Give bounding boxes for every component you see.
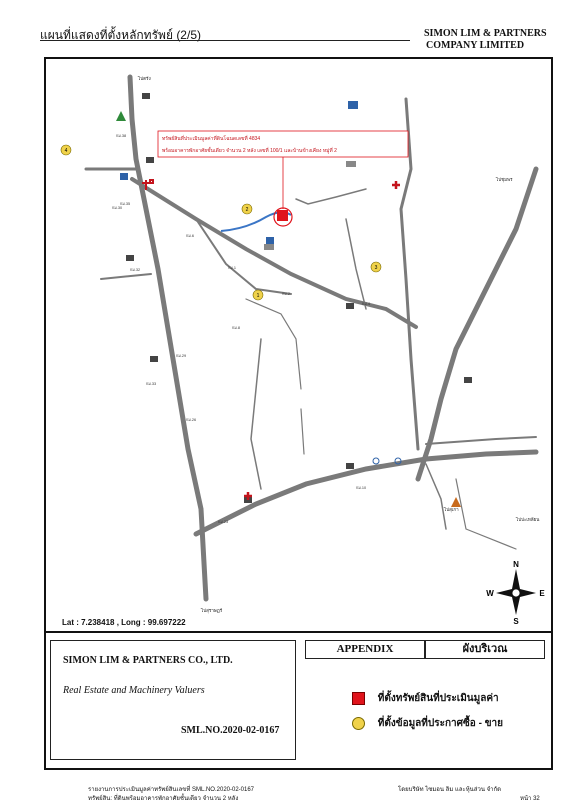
compass-rose bbox=[486, 560, 545, 624]
road-local-3 bbox=[346, 219, 366, 309]
km-label: กม.23 bbox=[218, 520, 229, 524]
gas-station-icon bbox=[373, 458, 379, 464]
km-label: กม.26 bbox=[186, 418, 197, 422]
road-local-8 bbox=[301, 409, 304, 454]
road-local-1 bbox=[196, 219, 291, 294]
km-label: กม.6 bbox=[186, 234, 194, 238]
road-local-9 bbox=[246, 299, 301, 389]
school-icon bbox=[142, 93, 150, 99]
legend-subject-label: ที่ตั้งทรัพย์สินที่ประเมินมูลค่า bbox=[377, 693, 499, 704]
footer-left-line1: รายงานการประเมินมูลค่าทรัพย์สินเลขที่ SML.NO.2020-02-0167 bbox=[88, 787, 255, 793]
compass-center bbox=[512, 589, 520, 597]
road-label-chumphon: ไปชุมพร bbox=[496, 177, 513, 182]
school-icon bbox=[464, 377, 472, 383]
road-local-4 bbox=[296, 189, 366, 204]
tree-icon bbox=[116, 111, 126, 121]
km-label: กม.10 bbox=[356, 486, 367, 490]
temple-icon bbox=[266, 237, 274, 244]
temple-icon bbox=[348, 101, 358, 109]
km-label: กม.30 bbox=[112, 206, 123, 210]
road-east-highway bbox=[418, 169, 536, 479]
km-label: กม.32 bbox=[130, 268, 141, 272]
appendix-label: APPENDIX bbox=[305, 640, 425, 659]
comparable-label-1: 1 bbox=[256, 293, 260, 299]
header-company bbox=[424, 28, 547, 52]
footer-page-number: หน้า 32 bbox=[520, 796, 540, 802]
header-rule bbox=[40, 40, 410, 41]
building-icon bbox=[346, 161, 356, 167]
road-label-sukao: ไปสุเกา bbox=[444, 507, 459, 512]
km-label: กม.35 bbox=[120, 202, 131, 206]
comparable-label-2: 2 bbox=[245, 207, 249, 213]
legend-subject-swatch bbox=[352, 692, 365, 705]
school-icon bbox=[126, 255, 134, 261]
company-name: SIMON LIM & PARTNERS CO., LTD. bbox=[63, 655, 233, 666]
compass-e: E bbox=[539, 589, 545, 598]
footer-right-line1: โดยบริษัท ไซมอน ลิม และหุ้นส่วน จำกัด bbox=[398, 787, 501, 793]
company-subtitle: Real Estate and Machinery Valuers bbox=[63, 685, 205, 696]
road-northwest-diagonal bbox=[132, 179, 416, 327]
company-info-box bbox=[50, 640, 296, 760]
legend-row-comparable bbox=[352, 716, 503, 731]
km-label: กม.8 bbox=[232, 326, 240, 330]
legend-comparable-swatch bbox=[352, 717, 365, 730]
appendix-thai-title: ผังบริเวณ bbox=[425, 640, 545, 659]
compass-s: S bbox=[513, 617, 519, 624]
comparable-label-4: 4 bbox=[64, 148, 68, 154]
legend-row-subject bbox=[352, 691, 499, 706]
hospital-icon bbox=[392, 181, 400, 189]
school-icon bbox=[150, 356, 158, 362]
road-label-trang: ไปตรัง bbox=[138, 76, 151, 81]
map-bottom-rule bbox=[46, 631, 551, 633]
footer-left-line2: ทรัพย์สิน: ที่ดินพร้อมอาคารพักอาศัยชั้นเดียว จำนวน 2 หลัง bbox=[88, 796, 239, 802]
map-coordinates: Lat : 7.238418 , Long : 99.697222 bbox=[62, 618, 186, 627]
callout-line2: พร้อมอาคารพักอาศัยชั้นเดียว จำนวน 2 หลัง เลขที่ 100/1 และบ้านข้างเคียง หมู่ที่ 2 bbox=[162, 148, 337, 154]
km-label: กม.38 bbox=[116, 134, 127, 138]
km-label: กม.29 bbox=[176, 354, 187, 358]
temple-icon bbox=[120, 173, 128, 180]
header-company-line2: COMPANY LIMITED bbox=[426, 40, 525, 51]
school-icon bbox=[346, 463, 354, 469]
school-icon bbox=[146, 157, 154, 163]
road-local-6 bbox=[426, 437, 536, 444]
page-header-title: แผนที่แสดงที่ตั้งหลักทรัพย์ (2/5) bbox=[40, 28, 201, 42]
km-label: กม.2 bbox=[282, 292, 290, 296]
comparable-label-3: 3 bbox=[374, 265, 378, 271]
km-label: กม.1 bbox=[228, 266, 236, 270]
compass-w: W bbox=[486, 589, 494, 598]
school-icon bbox=[346, 303, 354, 309]
callout-line1: ทรัพย์สินที่ประเมินมูลค่าที่ดินโฉนดเลขที่ 4834 bbox=[162, 136, 261, 142]
compass-n: N bbox=[513, 560, 519, 569]
road-local-7 bbox=[426, 464, 446, 529]
road-label-surat: ไปสุราษฏร์ bbox=[201, 608, 223, 613]
road-local-2 bbox=[251, 339, 261, 489]
km-label: กม.4 bbox=[362, 302, 370, 306]
km-label: กม.33 bbox=[146, 382, 157, 386]
header-company-line1: SIMON LIM & PARTNERS bbox=[424, 28, 547, 39]
legend-comparable-label: ที่ตั้งข้อมูลที่ประกาศซื้อ - ขาย bbox=[377, 718, 504, 729]
road-local-10 bbox=[456, 479, 516, 549]
road-local-11 bbox=[101, 274, 151, 279]
report-number: SML.NO.2020-02-0167 bbox=[181, 725, 280, 736]
subject-property-marker bbox=[277, 210, 288, 221]
road-label-palian: ไปปะเหลียน bbox=[516, 517, 540, 522]
building-icon bbox=[264, 244, 274, 250]
location-map bbox=[46, 59, 551, 624]
